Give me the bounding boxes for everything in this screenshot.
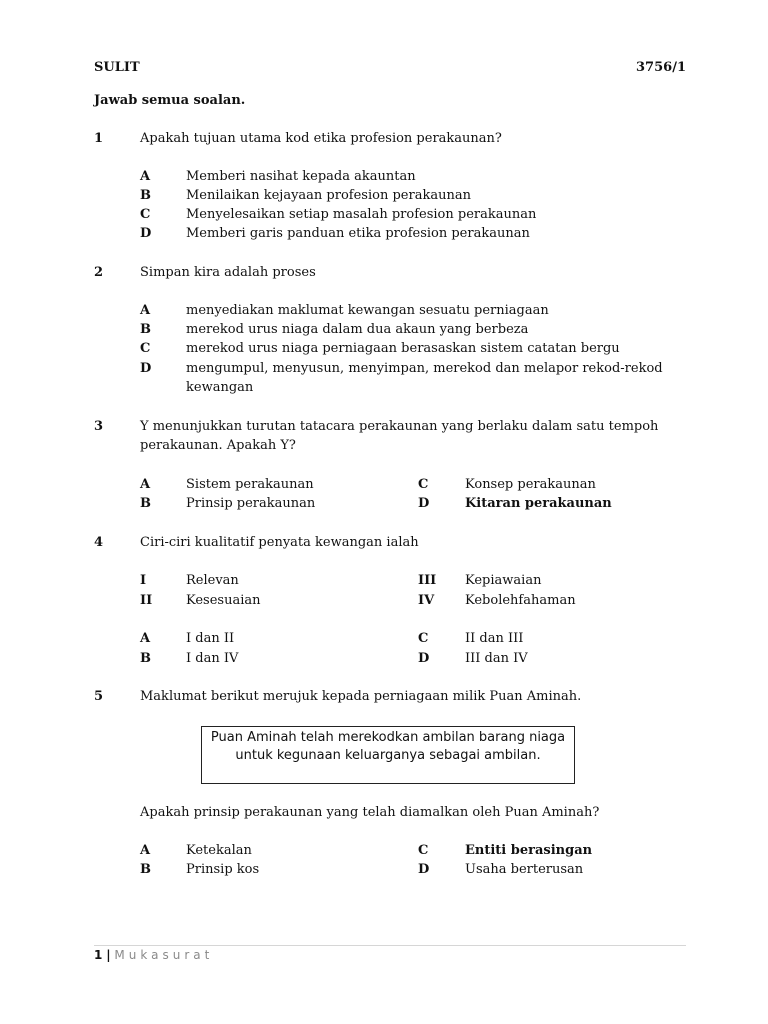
statement-numeral: II (140, 593, 153, 608)
option-letter: C (140, 341, 151, 356)
header-right: 3756/1 (636, 60, 686, 75)
header-left: SULIT (94, 60, 140, 75)
option-text: Menilaikan kejayaan profesion perakaunan (186, 188, 471, 203)
question-number: 5 (94, 689, 104, 704)
option-text: Prinsip perakaunan (186, 496, 316, 511)
option-text: Menyelesaikan setiap masalah profesion perakaunan (186, 207, 537, 222)
option-letter: A (140, 843, 151, 858)
option-text: menyediakan maklumat kewangan sesuatu perniagaan (186, 303, 549, 318)
option-letter: A (140, 169, 151, 184)
option-text: Kitaran perakaunan (465, 496, 612, 511)
option-text: Ketekalan (186, 843, 252, 858)
option-text: Sistem perakaunan (186, 477, 314, 492)
option-letter: B (140, 862, 151, 877)
statement-numeral: IV (418, 593, 435, 608)
statement-text: Kesesuaian (186, 593, 261, 608)
option-text: mengumpul, menyusun, menyimpan, merekod dan melapor rekod-rekod (186, 361, 663, 376)
option-text: Konsep perakaunan (465, 477, 596, 492)
instruction: Jawab semua soalan. (94, 93, 246, 108)
option-letter: D (140, 361, 152, 376)
option-letter: A (140, 477, 151, 492)
question-text: Maklumat berikut merujuk kepada perniagaan milik Puan Aminah. (140, 689, 582, 704)
option-text: merekod urus niaga dalam dua akaun yang berbeza (186, 322, 529, 337)
option-letter: D (418, 496, 430, 511)
option-letter: D (418, 862, 430, 877)
option-text: Memberi nasihat kepada akauntan (186, 169, 416, 184)
option-letter: B (140, 651, 151, 666)
footer-separator: | (106, 948, 111, 962)
option-text: Usaha berterusan (465, 862, 584, 877)
option-text: II dan III (465, 631, 524, 646)
option-letter: C (418, 631, 429, 646)
question-text-continued: perakaunan. Apakah Y? (140, 438, 296, 453)
question-number: 4 (94, 535, 104, 550)
info-box: Puan Aminah telah merekodkan ambilan barang niaga untuk kegunaan keluarganya sebagai ambilan. (201, 726, 575, 784)
footer (94, 948, 213, 962)
option-letter: C (140, 207, 151, 222)
statement-numeral: I (140, 573, 147, 588)
question-number: 2 (94, 265, 104, 280)
option-letter: D (418, 651, 430, 666)
page-label: Mukasurat (114, 948, 214, 962)
option-text: I dan IV (186, 651, 239, 666)
question-prompt: Apakah prinsip perakaunan yang telah diamalkan oleh Puan Aminah? (140, 805, 600, 820)
option-text: I dan II (186, 631, 235, 646)
option-letter: C (418, 843, 429, 858)
option-text: Prinsip kos (186, 862, 260, 877)
question-text: Y menunjukkan turutan tatacara perakaunan yang berlaku dalam satu tempoh (140, 419, 659, 434)
option-letter: B (140, 322, 151, 337)
question-number: 1 (94, 131, 104, 146)
statement-numeral: III (418, 573, 437, 588)
option-text: merekod urus niaga perniagaan berasaskan sistem catatan bergu (186, 341, 620, 356)
option-letter: A (140, 303, 151, 318)
page-number: 1 (94, 948, 103, 962)
question-number: 3 (94, 419, 104, 434)
option-text: Memberi garis panduan etika profesion perakaunan (186, 226, 530, 241)
option-letter: D (140, 226, 152, 241)
option-text: III dan IV (465, 651, 528, 666)
question-text: Simpan kira adalah proses (140, 265, 316, 280)
footer-divider (94, 945, 686, 946)
option-text: Entiti berasingan (465, 843, 593, 858)
option-letter: B (140, 496, 151, 511)
question-text: Apakah tujuan utama kod etika profesion perakaunan? (140, 131, 502, 146)
option-letter: A (140, 631, 151, 646)
statement-text: Kepiawaian (465, 573, 542, 588)
question-text: Ciri-ciri kualitatif penyata kewangan ialah (140, 535, 419, 550)
option-letter: B (140, 188, 151, 203)
option-letter: C (418, 477, 429, 492)
option-text-continued: kewangan (186, 380, 254, 395)
statement-text: Kebolehfahaman (465, 593, 576, 608)
statement-text: Relevan (186, 573, 239, 588)
